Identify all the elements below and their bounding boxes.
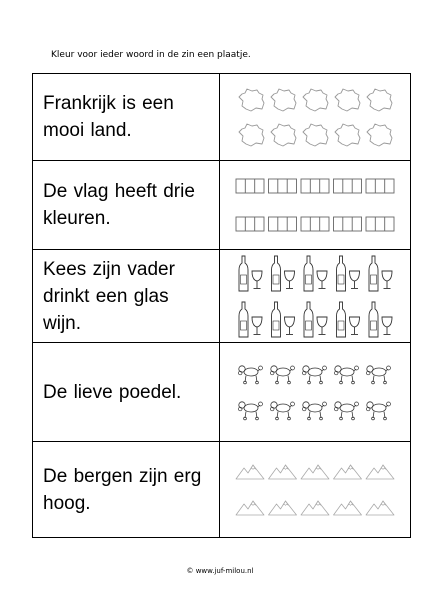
wine-bottle-glass-icon bbox=[272, 256, 295, 291]
flag-icon bbox=[301, 217, 329, 231]
wine-bottle-glass-icon bbox=[369, 302, 392, 337]
worksheet-table bbox=[32, 73, 411, 538]
france-map-icon bbox=[367, 124, 392, 146]
flag-icon bbox=[334, 179, 362, 193]
poodle-icon bbox=[302, 402, 326, 420]
mountain-icon bbox=[334, 465, 362, 479]
poodle-icon bbox=[334, 366, 358, 384]
picture-grid-mountains bbox=[235, 461, 395, 519]
mountain-icon bbox=[366, 465, 394, 479]
sentence-cell bbox=[33, 343, 220, 442]
sentence-text: Frankrijk is een mooi land. bbox=[43, 93, 174, 141]
picture-grid-flag bbox=[235, 176, 395, 234]
sentence-text: De lieve poedel. bbox=[43, 381, 182, 403]
footer-copyright: © www.juf-milou.nl bbox=[186, 567, 254, 575]
poodle-icon bbox=[238, 402, 262, 420]
picture-grid-france bbox=[235, 87, 395, 147]
picture-cell bbox=[220, 250, 411, 343]
mountain-icon bbox=[301, 465, 329, 479]
picture-cell bbox=[220, 74, 411, 161]
poodle-icon bbox=[270, 402, 294, 420]
worksheet-row-mountains bbox=[33, 442, 411, 538]
worksheet-row-france bbox=[33, 74, 411, 161]
flag-icon bbox=[269, 217, 297, 231]
wine-bottle-glass-icon bbox=[239, 302, 262, 337]
mountain-icon bbox=[236, 465, 264, 479]
wine-bottle-glass-icon bbox=[337, 256, 360, 291]
flag-icon bbox=[366, 179, 394, 193]
mountain-icon bbox=[236, 501, 264, 515]
wine-bottle-glass-icon bbox=[304, 302, 327, 337]
poodle-icon bbox=[302, 366, 326, 384]
poodle-icon bbox=[366, 402, 390, 420]
flag-icon bbox=[301, 179, 329, 193]
france-map-icon bbox=[303, 89, 328, 111]
picture-cell bbox=[220, 161, 411, 250]
mountain-icon bbox=[269, 465, 297, 479]
france-map-icon bbox=[335, 89, 360, 111]
flag-icon bbox=[334, 217, 362, 231]
france-map-icon bbox=[335, 124, 360, 146]
picture-grid-poodle bbox=[235, 361, 395, 423]
worksheet-row-wine bbox=[33, 250, 411, 343]
wine-bottle-glass-icon bbox=[369, 256, 392, 291]
picture-cell bbox=[220, 442, 411, 538]
sentence-cell bbox=[33, 161, 220, 250]
wine-bottle-glass-icon bbox=[272, 302, 295, 337]
poodle-icon bbox=[270, 366, 294, 384]
wine-bottle-glass-icon bbox=[304, 256, 327, 291]
poodle-icon bbox=[334, 402, 358, 420]
wine-bottle-glass-icon bbox=[239, 256, 262, 291]
mountain-icon bbox=[269, 501, 297, 515]
mountain-icon bbox=[366, 501, 394, 515]
flag-icon bbox=[269, 179, 297, 193]
worksheet-row-poodle bbox=[33, 343, 411, 442]
sentence-text: De vlag heeft drie kleuren. bbox=[43, 181, 195, 229]
france-map-icon bbox=[367, 89, 392, 111]
flag-icon bbox=[236, 179, 264, 193]
france-map-icon bbox=[303, 124, 328, 146]
france-map-icon bbox=[271, 124, 296, 146]
picture-grid-wine bbox=[235, 253, 395, 339]
picture-cell bbox=[220, 343, 411, 442]
wine-bottle-glass-icon bbox=[337, 302, 360, 337]
france-map-icon bbox=[271, 89, 296, 111]
sentence-text: Kees zijn vader drinkt een glas wijn. bbox=[43, 258, 175, 334]
france-map-icon bbox=[239, 89, 264, 111]
sentence-cell bbox=[33, 442, 220, 538]
sentence-text: De bergen zijn erg hoog. bbox=[43, 465, 202, 514]
mountain-icon bbox=[301, 501, 329, 515]
poodle-icon bbox=[238, 366, 262, 384]
worksheet-row-flag bbox=[33, 161, 411, 250]
france-map-icon bbox=[239, 124, 264, 146]
sentence-cell bbox=[33, 250, 220, 343]
sentence-cell bbox=[33, 74, 220, 161]
mountain-icon bbox=[334, 501, 362, 515]
instruction-text: Kleur voor ieder woord in de zin een plaatje. bbox=[51, 50, 251, 60]
flag-icon bbox=[366, 217, 394, 231]
poodle-icon bbox=[366, 366, 390, 384]
flag-icon bbox=[236, 217, 264, 231]
